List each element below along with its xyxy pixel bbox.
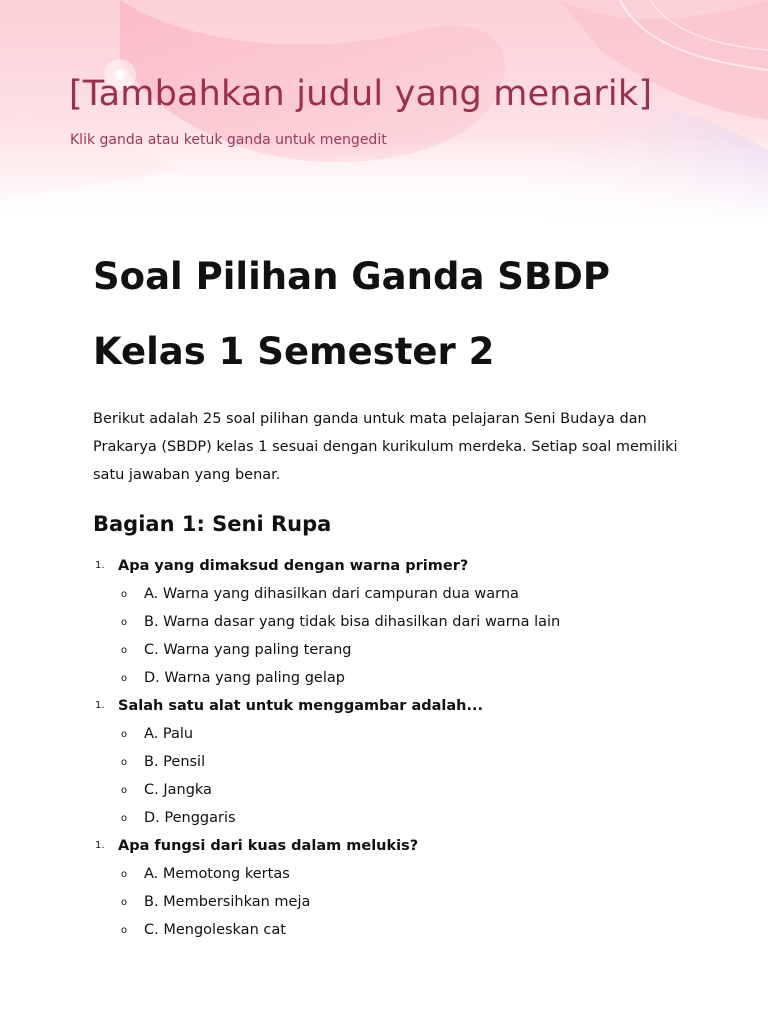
bullet-marker: o bbox=[121, 785, 128, 796]
bullet-marker: o bbox=[121, 589, 128, 600]
question-number: 1. bbox=[95, 700, 105, 711]
bullet-marker: o bbox=[121, 897, 128, 908]
option-item bbox=[93, 608, 693, 636]
option-item bbox=[93, 720, 693, 748]
question-item bbox=[93, 552, 693, 692]
bullet-marker: o bbox=[121, 925, 128, 936]
question-item bbox=[93, 832, 693, 944]
bullet-marker: o bbox=[121, 645, 128, 656]
question-list bbox=[93, 552, 693, 944]
option-item bbox=[93, 888, 693, 916]
bullet-marker: o bbox=[121, 813, 128, 824]
intro-paragraph: Berikut adalah 25 soal pilihan ganda untuk mata pelajaran Seni Budaya dan Prakarya (SBDP) kelas 1 sesuai dengan kurikulum merdeka. Setiap soal memiliki satu jawaban yang benar. bbox=[93, 411, 678, 483]
option-item bbox=[93, 664, 693, 692]
option-item bbox=[93, 860, 693, 888]
option-text: D. Warna yang paling gelap bbox=[144, 670, 345, 686]
banner-subtitle: Klik ganda atau ketuk ganda untuk mengedit bbox=[70, 132, 387, 148]
option-text: D. Penggaris bbox=[144, 810, 236, 826]
option-item bbox=[93, 776, 693, 804]
option-text: B. Membersihkan meja bbox=[144, 894, 311, 910]
bullet-marker: o bbox=[121, 729, 128, 740]
question-text: Salah satu alat untuk menggambar adalah... bbox=[118, 698, 484, 714]
option-item bbox=[93, 916, 693, 944]
question-text: Apa yang dimaksud dengan warna primer? bbox=[118, 558, 469, 574]
question-number: 1. bbox=[95, 840, 105, 851]
option-text: C. Warna yang paling terang bbox=[144, 642, 352, 658]
section-heading: Bagian 1: Seni Rupa bbox=[93, 512, 332, 536]
question-text: Apa fungsi dari kuas dalam melukis? bbox=[118, 838, 419, 854]
option-item bbox=[93, 748, 693, 776]
option-list bbox=[93, 860, 693, 944]
question-number: 1. bbox=[95, 560, 105, 571]
option-text: A. Memotong kertas bbox=[144, 866, 290, 882]
option-list bbox=[93, 580, 693, 692]
option-text: B. Pensil bbox=[144, 754, 206, 770]
banner-title[interactable]: [Tambahkan judul yang menarik] bbox=[69, 74, 653, 114]
document-title-line2: Kelas 1 Semester 2 bbox=[93, 330, 495, 373]
option-item bbox=[93, 580, 693, 608]
option-text: A. Warna yang dihasilkan dari campuran dua warna bbox=[144, 586, 519, 602]
header-banner bbox=[0, 0, 768, 225]
bullet-marker: o bbox=[121, 869, 128, 880]
option-list bbox=[93, 720, 693, 832]
option-text: A. Palu bbox=[144, 726, 194, 742]
option-item bbox=[93, 804, 693, 832]
bullet-marker: o bbox=[121, 617, 128, 628]
option-text: C. Jangka bbox=[144, 782, 212, 798]
option-text: C. Mengoleskan cat bbox=[144, 922, 286, 938]
bullet-marker: o bbox=[121, 757, 128, 768]
option-text: B. Warna dasar yang tidak bisa dihasilkan dari warna lain bbox=[144, 614, 561, 630]
option-item bbox=[93, 636, 693, 664]
bullet-marker: o bbox=[121, 673, 128, 684]
document-title-line1: Soal Pilihan Ganda SBDP bbox=[93, 255, 610, 298]
document-body bbox=[93, 250, 693, 944]
question-item bbox=[93, 692, 693, 832]
